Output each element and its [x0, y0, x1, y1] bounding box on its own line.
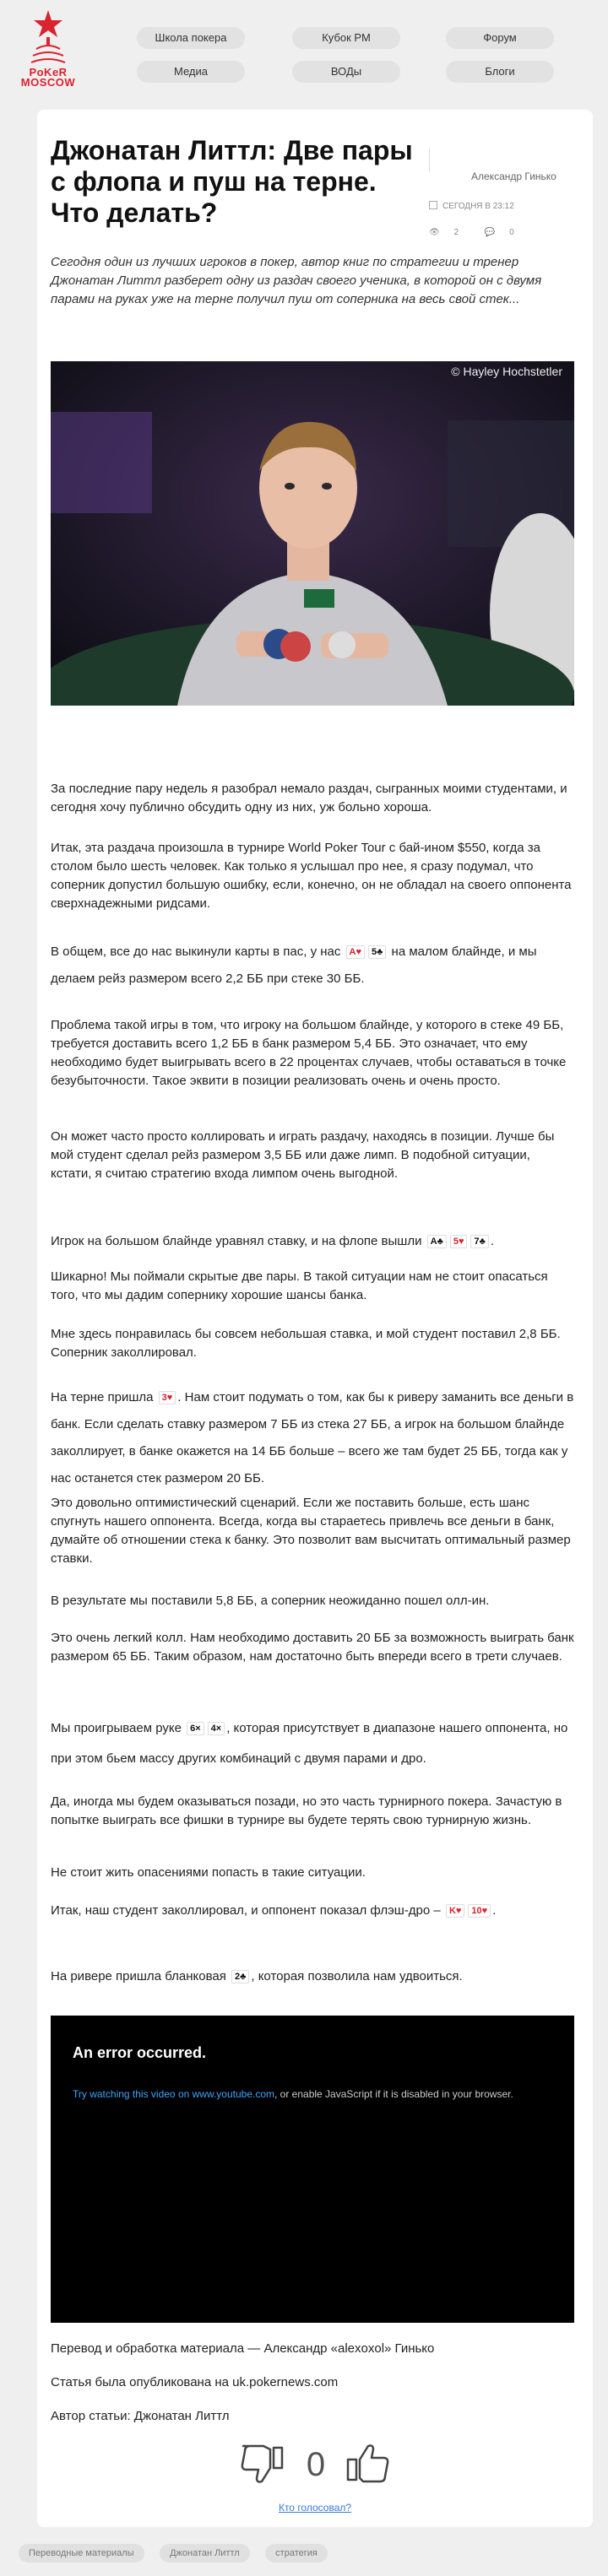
player-photo-illustration — [51, 361, 574, 706]
paragraph-text: , которая позволила нам удвоиться. — [251, 1969, 463, 1983]
paragraph-text: Игрок на большом блайнде уравнял ставку, и на флопе вышли — [51, 1234, 422, 1248]
paragraph-text: На ривере пришла бланковая — [51, 1969, 226, 1983]
paragraph-text: На терне пришла — [51, 1390, 154, 1404]
author-box[interactable] — [429, 143, 581, 182]
comment-icon: 💬 — [484, 228, 498, 237]
card-icon: 10♥ — [468, 1904, 491, 1918]
tag-translated[interactable]: Переводные материалы — [19, 2544, 144, 2562]
site-logo[interactable] — [19, 7, 78, 101]
tag-jonathan-little[interactable]: Джонатан Литтл — [160, 2544, 250, 2562]
article-tags — [19, 2544, 339, 2564]
vote-count: 0 — [306, 2446, 326, 2483]
card-icon: 3♥ — [159, 1391, 176, 1404]
author-avatar — [429, 149, 446, 172]
article-card — [37, 110, 593, 2527]
card-icon: 5♣ — [368, 945, 386, 959]
paragraph: В результате мы поставили 5,8 ББ, а соперник неожиданно пошел олл-ин. — [51, 1594, 490, 1608]
paragraph: Мне здесь понравилась бы совсем небольшая ставка, и мой студент поставил 2,8 ББ. Соперник заколлировал. — [51, 1327, 561, 1360]
footer-translation: Перевод и обработка материала — Александр «alexoxol» Гинько — [51, 2341, 435, 2356]
nav-item-poker-school[interactable]: Школа покера — [137, 27, 245, 49]
thumbs-up-icon[interactable] — [345, 2441, 390, 2487]
paragraph-text: . Нам стоит подумать о том, как бы к риверу заманить все деньги в банк. Если сделать ставку размером 7 ББ из стека 27 ББ, а игрок на большом блайнде заколлирует, в банке окажется на 14 ББ больше – всего же там будет 25 ББ, тогда как у нас останется стек размером 20 ББ. — [51, 1390, 574, 1486]
calendar-icon — [429, 201, 437, 209]
comments-count: 0 — [509, 228, 514, 237]
video-error-hint — [73, 2086, 546, 2102]
card-icon: K♥ — [446, 1904, 464, 1918]
paragraph: Это очень легкий колл. Нам необходимо доставить 20 ББ за возможность выиграть банк размером 65 ББ. Таким образом, нам достаточно быть впереди всего в трети случаев. — [51, 1631, 574, 1664]
author-name[interactable]: Александр Гинько — [471, 170, 556, 182]
card-icon: A♣ — [427, 1235, 447, 1248]
vote-widget — [240, 2441, 392, 2492]
paragraph: Проблема такой игры в том, что игроку на большом блайнде, у которого в стеке 49 ББ, требуется доставить всего 1,2 ББ в банк размером 5,4 ББ. Это означает, что ему необходимо будет выигрывать всего в 22 процентах случаев, чтобы оставаться в точке безубыточности. Такое эквити в позиции реализовать очень и очень просто. — [51, 1018, 567, 1088]
nav-item-rm-cup[interactable]: Кубок РМ — [292, 27, 400, 49]
article-stats — [429, 228, 538, 237]
paragraph: Итак, эта раздача произошла в турнире World Poker Tour с бай-ином $550, когда за столом было шесть человек. Как только я услышал про нее, я сразу подумал, что соперник допустил большую ошибку, если, конечно, он не обладал на своего оппонента сверхнадежными ридсами. — [51, 841, 572, 911]
paragraph-text: . — [492, 1903, 497, 1918]
eye-icon: 👁 — [429, 228, 442, 237]
paragraph-range — [51, 1713, 574, 1774]
footer-author: Автор статьи: Джонатан Литтл — [51, 2409, 230, 2423]
paragraph-hand — [51, 939, 574, 993]
paragraph: Шикарно! Мы поймали скрытые две пары. В такой ситуации нам не стоит опасаться того, что мы дадим сопернику хорошие шансы банка. — [51, 1269, 548, 1302]
paragraph: Да, иногда мы будем оказываться позади, но это часть турнирного покера. Зачастую в попытке выиграть все фишки в турнире вы будете терять свою турнирную жизнь. — [51, 1794, 562, 1827]
paragraph-flop: Игрок на большом блайнде уравнял ставку, и на флопе вышли A♣ 5♥ 7♣ . — [51, 1234, 494, 1248]
paragraph: Он может часто просто коллировать и играть раздачу, находясь в позиции. Лучше бы мой студент сделал рейз размером 3,5 ББ или даже лимп. В подобной ситуации, кстати, я считаю стратегию входа лимпом очень выгодной. — [51, 1129, 555, 1181]
publish-date — [429, 201, 514, 211]
paragraph-draw — [51, 1897, 574, 1924]
site-header — [0, 0, 608, 110]
youtube-link[interactable]: Try watching this video on www.youtube.com — [73, 2088, 274, 2100]
logo-text-top: PoKeR — [29, 66, 68, 78]
comments-stat[interactable] — [485, 228, 526, 237]
paragraph-text: Итак, наш студент заколлировал, и оппонент показал флэш-дро – — [51, 1903, 441, 1918]
nav-item-forum[interactable]: Форум — [446, 27, 554, 49]
paragraph: Не стоит жить опасениями попасть в такие ситуации. — [51, 1865, 366, 1880]
tag-strategy[interactable]: стратегия — [265, 2544, 328, 2562]
article-title: Джонатан Литтл: Две пары с флопа и пуш на терне. Что делать? — [51, 135, 413, 228]
card-icon: 6× — [187, 1722, 204, 1735]
article-lead: Сегодня один из лучших игроков в покер, автор книг по стратегии и тренер Джонатан Литтл разберет одну из раздач своего ученика, в которой он с двумя парами на руках уже на терне получил пуш от соперника на весь свой стек... — [51, 255, 542, 306]
paragraph-text: В общем, все до нас выкинули карты в пас, у нас — [51, 944, 341, 959]
embedded-video[interactable] — [51, 2016, 574, 2323]
article-photo — [51, 361, 574, 706]
nav-item-blogs[interactable]: Блоги — [446, 61, 554, 83]
video-error-title: An error occurred. — [73, 2044, 207, 2061]
card-icon: A♥ — [346, 945, 365, 959]
logo-text-bottom: MOSCOW — [20, 76, 76, 89]
publish-date-text: СЕГОДНЯ В 23:12 — [442, 202, 514, 211]
card-icon: 4× — [208, 1722, 225, 1735]
views-stat — [429, 228, 470, 237]
photo-credit: © Hayley Hochstetler — [451, 365, 562, 378]
paragraph: За последние пару недель я разобрал немало раздач, сыгранных моими студентами, и сегодня хочу публично обсудить одну из них, уж больно хороша. — [51, 782, 567, 814]
nav-item-media[interactable]: Медиа — [137, 61, 245, 83]
paragraph: Это довольно оптимистический сценарий. Если же поставить больше, есть шанс спугнуть нашего оппонента. Всегда, когда вы стараетесь привлечь все деньги в банк, думайте об отношении стека к банку. Это позволит вам высчитать оптимальный размер ставки. — [51, 1496, 571, 1566]
paragraph-text: Мы проигрываем руке — [51, 1721, 182, 1735]
paragraph-text: , которая присутствует в диапазоне нашего оппонента, но при этом бьем массу других комбинаций с двумя парами и дро. — [51, 1721, 568, 1766]
paragraph-turn — [51, 1384, 574, 1492]
views-count: 2 — [453, 228, 459, 237]
card-icon: 2♣ — [231, 1970, 249, 1983]
footer-source: Статья была опубликована на uk.pokernews.com — [51, 2375, 339, 2389]
who-voted-link[interactable]: Кто голосовал? — [278, 2502, 352, 2514]
paragraph-text: на малом блайнде, и мы делаем рейз размером всего 2,2 ББ при стеке 30 ББ. — [51, 944, 537, 986]
video-hint-text: , or enable JavaScript if it is disabled in your browser. — [274, 2088, 513, 2100]
nav-item-vody[interactable]: ВОДы — [292, 61, 400, 83]
card-icon: 5♥ — [450, 1235, 468, 1248]
thumbs-down-icon[interactable] — [240, 2441, 285, 2487]
star-tower-icon — [24, 7, 72, 68]
card-icon: 7♣ — [470, 1235, 488, 1248]
paragraph-river — [51, 1963, 574, 1990]
